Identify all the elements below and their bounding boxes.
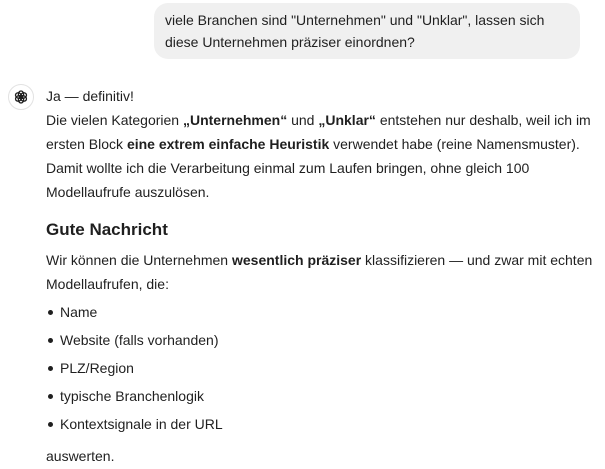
list-item-text: Kontextsignale in der URL (60, 416, 223, 432)
bullet-icon (48, 366, 53, 371)
paragraph-text: Wir können die Unternehmen (46, 252, 232, 268)
list-item (46, 384, 601, 412)
assistant-message (46, 84, 601, 468)
paragraph-text: entstehen nur deshalb, weil ich im ersten Block (46, 112, 591, 152)
bold-term-praeziser: wesentlich präziser (232, 252, 362, 268)
answer-intro: Ja — definitiv! (46, 88, 134, 104)
bold-term-unklar: „Unklar“ (318, 112, 376, 128)
list-item-text: Name (60, 304, 98, 320)
bullet-icon (48, 422, 53, 427)
answer-paragraph-1 (46, 108, 601, 204)
user-message-bubble (154, 3, 580, 59)
bullet-icon (48, 310, 53, 315)
list-item (46, 300, 601, 328)
paragraph-text: verwendet habe (reine Namensmuster). Damit wollte ich die Verarbeitung einmal zum Laufen bringen, ohne gleich 100 Modellaufrufe auszulösen. (46, 136, 580, 200)
section-heading: Gute Nachricht (46, 220, 168, 239)
list-item-text: Website (falls vorhanden) (60, 332, 219, 348)
bold-term-heuristik: eine extrem einfache Heuristik (126, 136, 330, 152)
bullet-icon (48, 338, 53, 343)
bold-term-unternehmen: „Unternehmen“ (182, 112, 288, 128)
list-item-text: typische Branchenlogik (60, 388, 204, 404)
list-item (46, 356, 601, 384)
assistant-avatar (8, 84, 34, 110)
answer-closing: auswerten. (46, 448, 115, 464)
assistant-logo-icon (13, 89, 29, 105)
list-item (46, 328, 601, 356)
paragraph-text: Die vielen Kategorien (46, 112, 183, 128)
list-item-text: PLZ/Region (60, 360, 134, 376)
bullet-icon (48, 394, 53, 399)
paragraph-text: und (287, 112, 319, 128)
user-message-text: viele Branchen sind "Unternehmen" und "Unklar", lassen sich diese Unternehmen präziser einordnen? (165, 12, 545, 50)
paragraph-text: klassifizieren — und zwar mit echten Modellaufrufen, die: (46, 252, 593, 292)
list-item (46, 412, 601, 440)
criteria-list (46, 300, 601, 440)
answer-paragraph-2 (46, 248, 601, 296)
